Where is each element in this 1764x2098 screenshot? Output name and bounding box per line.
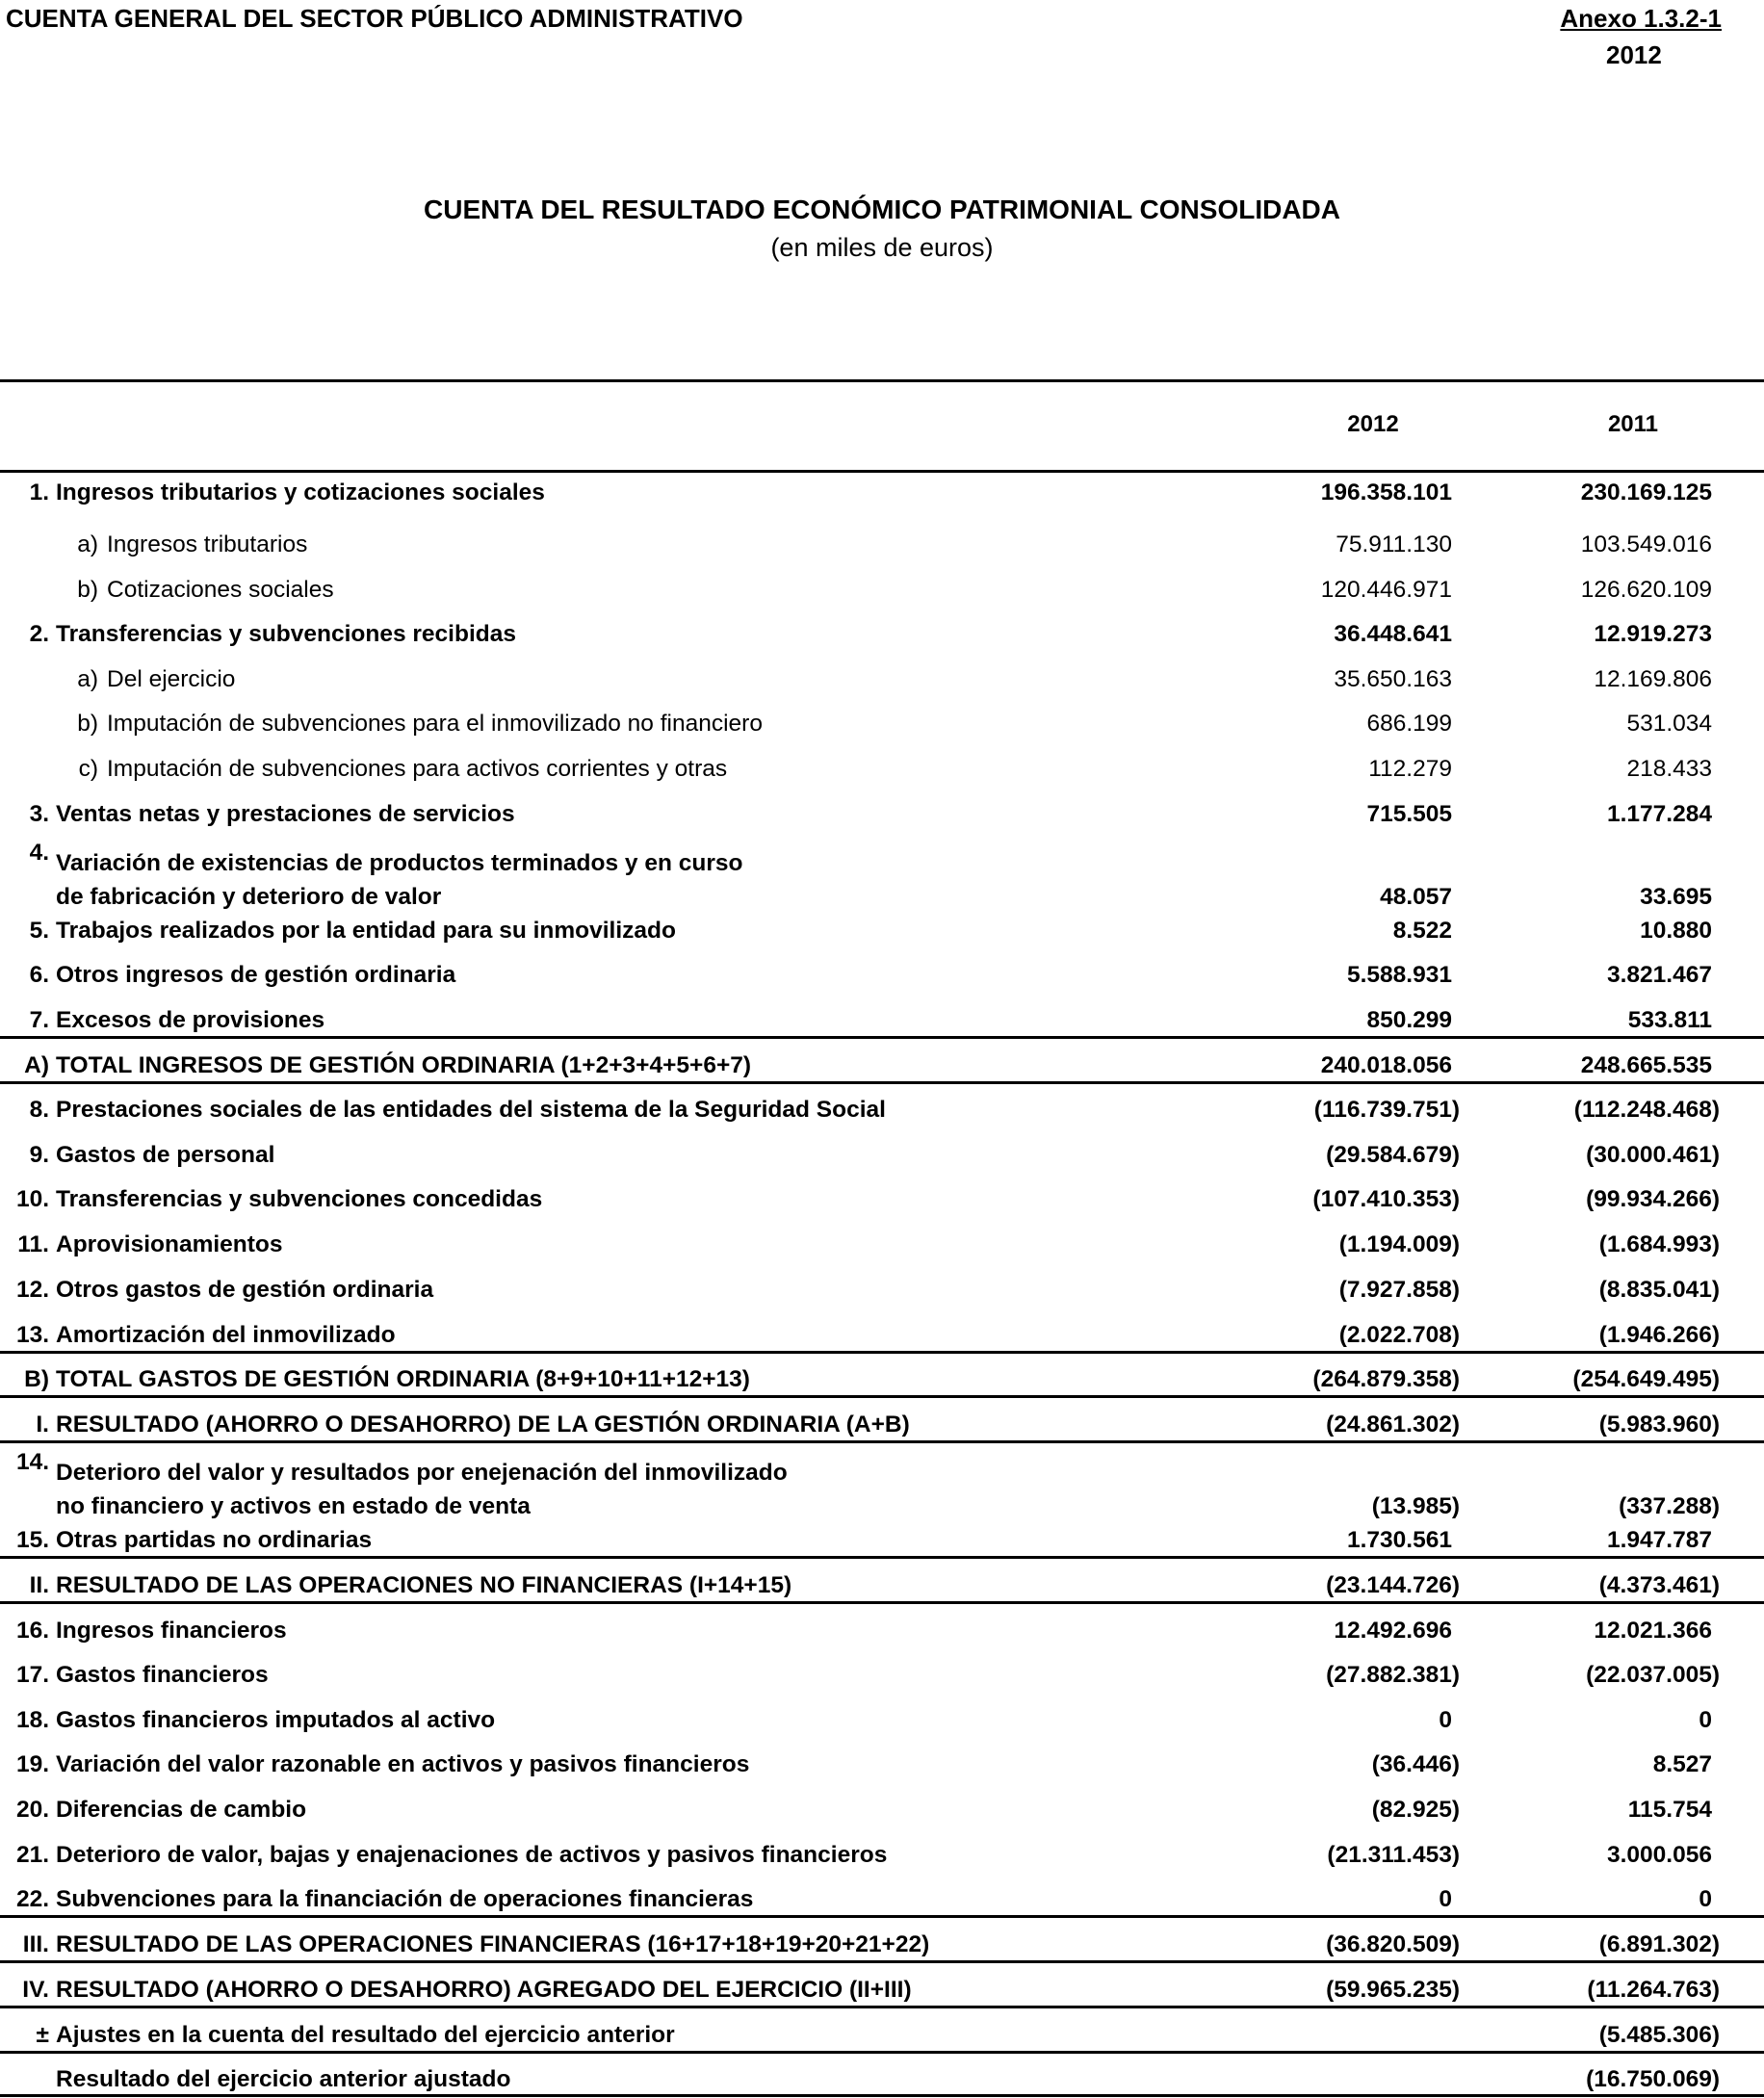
- value-2012: (116.739.751): [1313, 1097, 1460, 1123]
- row-label: Ajustes en la cuenta del resultado del ejercicio anterior: [56, 2022, 675, 2048]
- value-2011: 533.811: [1627, 1007, 1712, 1033]
- row-number: 4.: [29, 840, 49, 866]
- row-separator-rule: [0, 2051, 1764, 2054]
- row-number: a): [77, 531, 98, 557]
- row-number: 14.: [15, 1449, 49, 1475]
- row-number: 20.: [15, 1797, 49, 1823]
- row-number: 12.: [15, 1277, 49, 1303]
- row-label: Imputación de subvenciones para el inmovilizado no financiero: [107, 711, 763, 737]
- row-label: Amortización del inmovilizado: [56, 1322, 396, 1348]
- document-header-title: CUENTA GENERAL DEL SECTOR PÚBLICO ADMINISTRATIVO: [6, 4, 743, 33]
- row-number: 9.: [29, 1142, 49, 1168]
- value-2011: 8.527: [1652, 1751, 1712, 1777]
- row-label: TOTAL INGRESOS DE GESTIÓN ORDINARIA (1+2+3+4+5+6+7): [56, 1052, 752, 1078]
- row-label: Ingresos financieros: [56, 1618, 287, 1644]
- row-label: Gastos financieros: [56, 1662, 269, 1688]
- row-number: 17.: [15, 1662, 49, 1688]
- value-2011: 1.947.787: [1607, 1527, 1712, 1553]
- value-2011: (1.684.993): [1598, 1231, 1720, 1257]
- value-2012: (36.820.509): [1326, 1931, 1460, 1957]
- row-label: Gastos financieros imputados al activo: [56, 1707, 496, 1733]
- row-number: 7.: [29, 1007, 49, 1033]
- value-2012: (264.879.358): [1312, 1366, 1460, 1392]
- value-2011: (112.248.468): [1573, 1097, 1720, 1123]
- value-2012: (36.446): [1371, 1751, 1460, 1777]
- value-2012: 1.730.561: [1347, 1527, 1452, 1553]
- value-2012: 0: [1439, 1707, 1452, 1733]
- value-2012: 715.505: [1366, 801, 1452, 827]
- row-label: RESULTADO (AHORRO O DESAHORRO) AGREGADO DEL EJERCICIO (II+III): [56, 1977, 912, 2003]
- row-number: B): [24, 1366, 49, 1392]
- row-label: Ingresos tributarios y cotizaciones sociales: [56, 479, 545, 505]
- row-label: Otros gastos de gestión ordinaria: [56, 1277, 434, 1303]
- value-2012: (29.584.679): [1326, 1142, 1460, 1168]
- row-number: b): [77, 711, 98, 737]
- value-2012: 36.448.641: [1334, 621, 1452, 647]
- row-number: IV.: [22, 1977, 49, 2003]
- value-2011: (5.983.960): [1598, 1412, 1720, 1438]
- row-label: Otras partidas no ordinarias: [56, 1527, 373, 1553]
- row-number: III.: [22, 1931, 49, 1957]
- value-2012: (1.194.009): [1338, 1231, 1460, 1257]
- value-2011: 33.695: [1640, 884, 1712, 910]
- row-label: Deterioro del valor y resultados por enejenación del inmovilizado: [56, 1460, 788, 1486]
- value-2011: 115.754: [1627, 1797, 1712, 1823]
- value-2012: 0: [1439, 1886, 1452, 1912]
- row-number: 15.: [15, 1527, 49, 1553]
- value-2011: 218.433: [1626, 756, 1712, 782]
- row-label: Transferencias y subvenciones concedidas: [56, 1186, 543, 1212]
- row-label: Deterioro de valor, bajas y enajenaciones de activos y pasivos financieros: [56, 1842, 888, 1868]
- value-2011: (6.891.302): [1598, 1931, 1720, 1957]
- value-2011: 3.000.056: [1607, 1842, 1712, 1868]
- row-label: RESULTADO DE LAS OPERACIONES FINANCIERAS (16+17+18+19+20+21+22): [56, 1931, 930, 1957]
- value-2012: 8.522: [1392, 918, 1452, 944]
- value-2012: (24.861.302): [1326, 1412, 1460, 1438]
- value-2012: 35.650.163: [1334, 666, 1452, 692]
- value-2012: (7.927.858): [1338, 1277, 1460, 1303]
- row-separator-rule: [0, 2094, 1764, 2097]
- value-2011: (337.288): [1619, 1493, 1720, 1519]
- row-number: 10.: [15, 1186, 49, 1212]
- value-2011: (254.649.495): [1572, 1366, 1720, 1392]
- row-separator-rule: [0, 1351, 1764, 1354]
- row-separator-rule: [0, 1036, 1764, 1039]
- value-2012: 75.911.130: [1336, 531, 1452, 557]
- row-number: b): [77, 577, 98, 603]
- row-label: Prestaciones sociales de las entidades del sistema de la Seguridad Social: [56, 1097, 886, 1123]
- row-number: ±: [36, 2022, 49, 2048]
- row-number: 2.: [29, 621, 49, 647]
- row-label: Otros ingresos de gestión ordinaria: [56, 962, 456, 988]
- row-label: Ventas netas y prestaciones de servicios: [56, 801, 515, 827]
- value-2011: (11.264.763): [1587, 1977, 1720, 2003]
- value-2011: 12.169.806: [1594, 666, 1712, 692]
- value-2011: 230.169.125: [1580, 479, 1712, 505]
- row-number: A): [24, 1052, 49, 1078]
- value-2012: 12.492.696: [1334, 1618, 1452, 1644]
- row-separator-rule: [0, 1440, 1764, 1443]
- value-2011: (1.946.266): [1598, 1322, 1720, 1348]
- value-2012: 48.057: [1380, 884, 1452, 910]
- value-2011: 248.665.535: [1580, 1052, 1712, 1078]
- row-number: 5.: [29, 918, 49, 944]
- value-2012: (21.311.453): [1327, 1842, 1460, 1868]
- value-2012: 240.018.056: [1320, 1052, 1452, 1078]
- value-2011: (5.485.306): [1598, 2022, 1720, 2048]
- value-2012: (59.965.235): [1326, 1977, 1460, 2003]
- value-2011: 12.919.273: [1594, 621, 1712, 647]
- row-number: 1.: [29, 479, 49, 505]
- value-2011: (4.373.461): [1598, 1572, 1720, 1598]
- header-bottom-rule: [0, 470, 1764, 473]
- row-label: Ingresos tributarios: [107, 531, 308, 557]
- value-2011: 126.620.109: [1580, 577, 1712, 603]
- row-number: 8.: [29, 1097, 49, 1123]
- row-label: Gastos de personal: [56, 1142, 275, 1168]
- value-2011: (30.000.461): [1586, 1142, 1720, 1168]
- row-number: 6.: [29, 962, 49, 988]
- value-2012: 112.279: [1368, 756, 1452, 782]
- value-2012: (23.144.726): [1326, 1572, 1460, 1598]
- row-number: 22.: [15, 1886, 49, 1912]
- value-2012: 196.358.101: [1320, 479, 1452, 505]
- row-label: Trabajos realizados por la entidad para su inmovilizado: [56, 918, 676, 944]
- value-2011: 1.177.284: [1607, 801, 1712, 827]
- row-separator-rule: [0, 1395, 1764, 1398]
- value-2011: 12.021.366: [1594, 1618, 1712, 1644]
- row-label: Diferencias de cambio: [56, 1797, 307, 1823]
- row-label: Del ejercicio: [107, 666, 236, 692]
- value-2012: 850.299: [1366, 1007, 1452, 1033]
- row-label: RESULTADO DE LAS OPERACIONES NO FINANCIERAS (I+14+15): [56, 1572, 792, 1598]
- value-2012: (13.985): [1371, 1493, 1460, 1519]
- row-separator-rule: [0, 1556, 1764, 1559]
- value-2012: 120.446.971: [1320, 577, 1452, 603]
- row-label-continuation: de fabricación y deterioro de valor: [56, 884, 442, 910]
- row-number: 3.: [29, 801, 49, 827]
- header-year: 2012: [1606, 40, 1662, 69]
- row-separator-rule: [0, 1601, 1764, 1604]
- value-2011: 0: [1699, 1707, 1712, 1733]
- value-2011: 3.821.467: [1607, 962, 1712, 988]
- value-2012: (82.925): [1371, 1797, 1460, 1823]
- row-label: Excesos de provisiones: [56, 1007, 325, 1033]
- row-separator-rule: [0, 1915, 1764, 1918]
- row-number: 16.: [15, 1618, 49, 1644]
- value-2011: (8.835.041): [1598, 1277, 1720, 1303]
- row-number: a): [77, 666, 98, 692]
- row-separator-rule: [0, 1081, 1764, 1084]
- statement-title: CUENTA DEL RESULTADO ECONÓMICO PATRIMONIAL CONSOLIDADA: [424, 194, 1340, 224]
- table-top-rule: [0, 379, 1764, 382]
- value-2011: (99.934.266): [1586, 1186, 1720, 1212]
- row-label: Imputación de subvenciones para activos corrientes y otras: [107, 756, 728, 782]
- value-2011: (16.750.069): [1586, 2066, 1720, 2092]
- row-separator-rule: [0, 1960, 1764, 1963]
- row-number: 19.: [15, 1751, 49, 1777]
- value-2011: 103.549.016: [1580, 531, 1712, 557]
- value-2012: (2.022.708): [1338, 1322, 1460, 1348]
- value-2012: (107.410.353): [1312, 1186, 1460, 1212]
- row-number: 18.: [15, 1707, 49, 1733]
- column-header-2011: 2011: [1607, 411, 1659, 437]
- row-label: Subvenciones para la financiación de operaciones financieras: [56, 1886, 754, 1912]
- annex-reference: Anexo 1.3.2-1: [1560, 4, 1722, 33]
- row-label: RESULTADO (AHORRO O DESAHORRO) DE LA GESTIÓN ORDINARIA (A+B): [56, 1412, 910, 1438]
- row-separator-rule: [0, 2006, 1764, 2008]
- value-2012: 5.588.931: [1347, 962, 1452, 988]
- row-label: TOTAL GASTOS DE GESTIÓN ORDINARIA (8+9+10+11+12+13): [56, 1366, 750, 1392]
- row-label: Variación del valor razonable en activos y pasivos financieros: [56, 1751, 750, 1777]
- value-2011: 10.880: [1640, 918, 1712, 944]
- row-label-continuation: no financiero y activos en estado de venta: [56, 1493, 531, 1519]
- row-number: II.: [29, 1572, 49, 1598]
- row-number: 21.: [15, 1842, 49, 1868]
- value-2012: 686.199: [1366, 711, 1452, 737]
- row-label: Transferencias y subvenciones recibidas: [56, 621, 516, 647]
- row-label: Aprovisionamientos: [56, 1231, 283, 1257]
- row-label: Resultado del ejercicio anterior ajustado: [56, 2066, 511, 2092]
- value-2011: (22.037.005): [1586, 1662, 1720, 1688]
- row-label: Cotizaciones sociales: [107, 577, 334, 603]
- statement-units: (en miles de euros): [770, 233, 994, 262]
- column-header-2012: 2012: [1347, 411, 1399, 437]
- row-number: c): [78, 756, 98, 782]
- row-label: Variación de existencias de productos terminados y en curso: [56, 850, 743, 876]
- row-number: 11.: [17, 1231, 49, 1257]
- value-2011: 0: [1699, 1886, 1712, 1912]
- row-number: I.: [36, 1412, 49, 1438]
- value-2012: (27.882.381): [1326, 1662, 1460, 1688]
- row-number: 13.: [15, 1322, 49, 1348]
- value-2011: 531.034: [1626, 711, 1712, 737]
